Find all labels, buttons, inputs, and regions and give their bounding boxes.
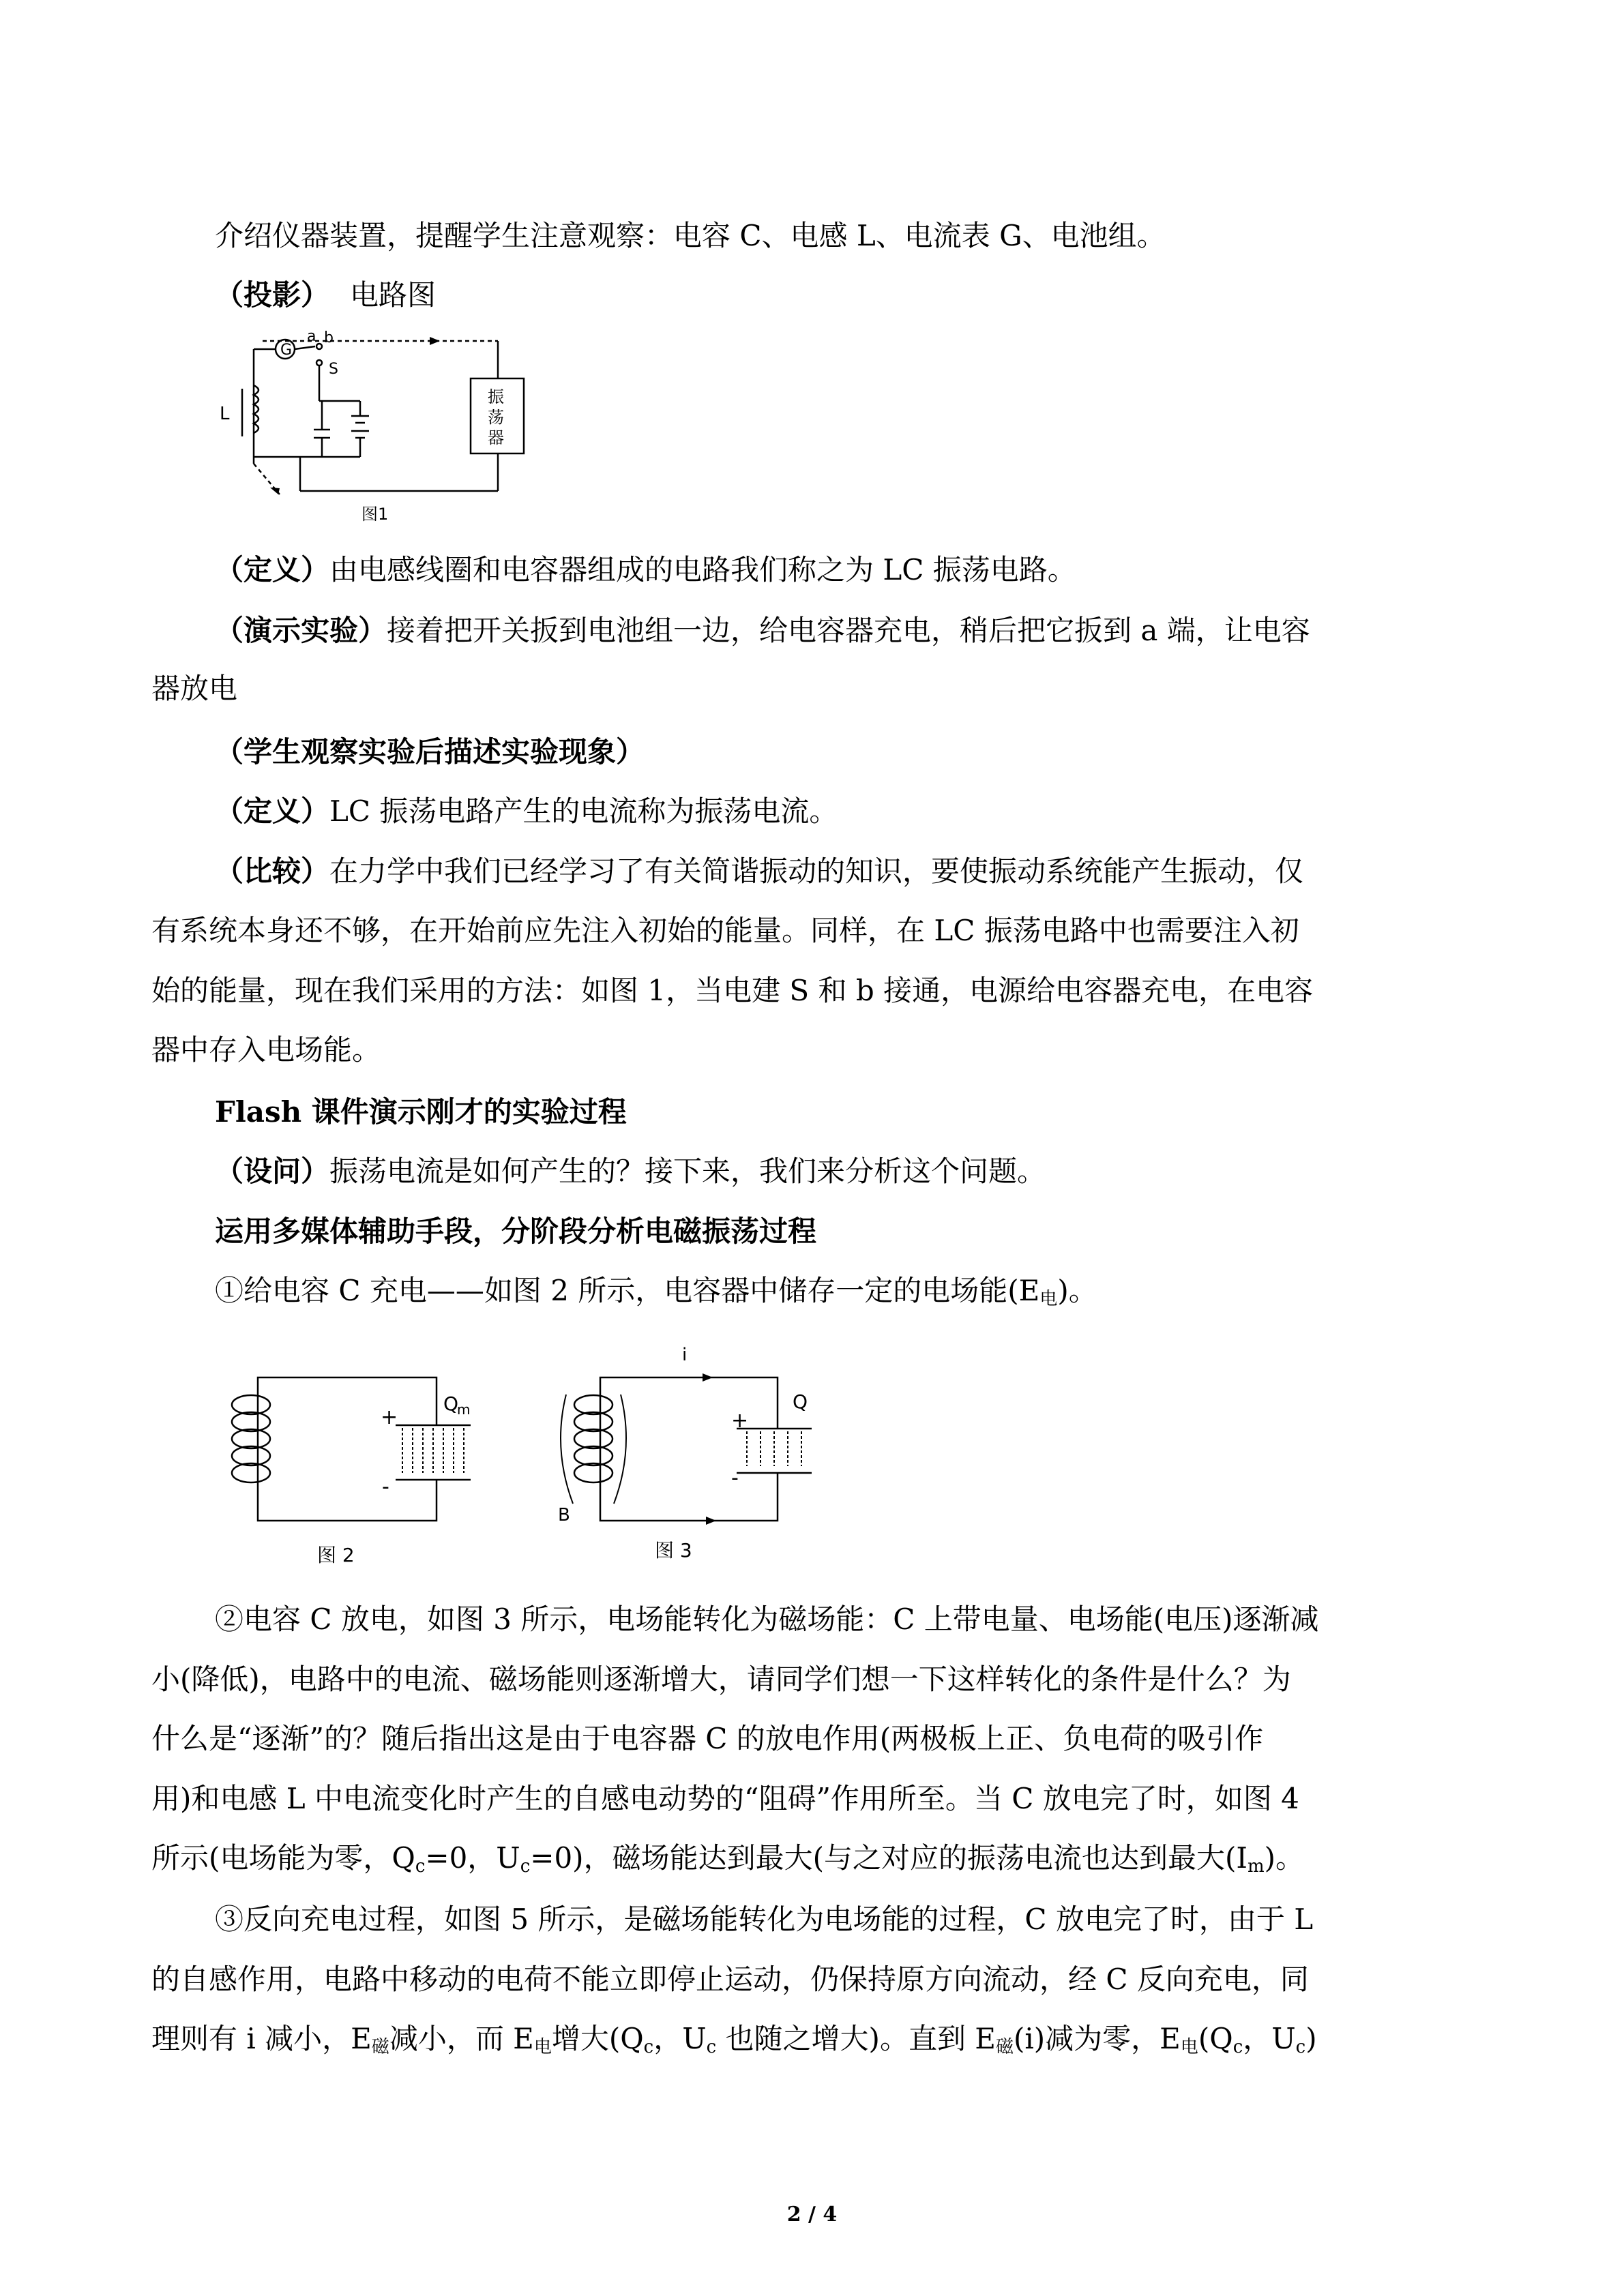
fig2-minus: -: [382, 1475, 389, 1499]
fig3-b: B: [558, 1505, 570, 1525]
para-compare-2: 有系统本身还不够，在开始前应先注入初始的能量。同样，在 LC 振荡电路中也需要注入初: [151, 914, 1299, 947]
para-step-2-line-2: 小(降低)，电路中的电流、磁场能则逐渐增大，请同学们想一下这样转化的条件是什么？为: [151, 1663, 1291, 1696]
figure-1-circuit: [205, 320, 559, 541]
fig3-i: i: [682, 1345, 688, 1365]
figure-2-circuit: [205, 1357, 505, 1585]
fig2-caption: 图 2: [317, 1544, 355, 1566]
para-step-2-line-3: 什么是“逐渐”的？随后指出这是由于电容器 C 的放电作用(两极板上正、负电荷的吸引作: [151, 1722, 1264, 1755]
para-step-1: ①给电容 C 充电——如图 2 所示，电容器中储存一定的电场能$(E_电)$。: [215, 1274, 1097, 1309]
para-step-2: ②电容 C 放电，如图 3 所示，电场能转化为磁场能：C 上带电量、电场能(电压)逐渐减: [215, 1602, 1319, 1636]
page-number: 2 / 4: [786, 2203, 838, 2226]
fig1-box-char-3: 器: [488, 428, 504, 447]
para-definition-1: （定义）由电感线圈和电容器组成的电路我们称之为 LC 振荡电路。: [215, 553, 1076, 586]
figure-3-circuit: [546, 1333, 832, 1581]
para-step-3-line-3: 理则有 i 减小，$E_磁$减小，而 $E_电$增大($Q_c$，$U_c$ 也随之增大)。直到 $E_磁(i)$减为零，$E_电(Q_c$，$U_c$): [151, 2022, 1317, 2057]
para-compare-4: 器中存入电场能。: [151, 1033, 381, 1067]
fig3-plus: +: [731, 1409, 749, 1433]
para-step-2-line-5: 所示(电场能为零，$Q_c=0$，$U_c=0$)，磁场能达到最大(与之对应的振荡电流也达到最大$(I_m)$。: [151, 1841, 1304, 1877]
fig1-s-label: S: [329, 361, 338, 378]
fig1-b-label: b: [324, 329, 334, 346]
fig2-q-sub: m: [457, 1401, 471, 1418]
para-projection: （投影） 电路图: [215, 278, 437, 312]
fig2-q: Q: [443, 1392, 459, 1415]
para-intro: 介绍仪器装置，提醒学生注意观察：电容 C、电感 L、电流表 G、电池组。: [215, 219, 1166, 252]
para-step-3: ③反向充电过程，如图 5 所示，是磁场能转化为电场能的过程，C 放电完了时，由于 L: [215, 1903, 1314, 1936]
para-compare-3: 始的能量，现在我们采用的方法：如图 1，当电建 S 和 b 接通，电源给电容器充电，在电容: [151, 974, 1314, 1007]
para-demo-cont: 器放电: [151, 672, 238, 705]
fig1-a-label: a: [307, 328, 316, 345]
fig1-caption: 图1: [361, 505, 389, 524]
fig3-caption: 图 3: [655, 1539, 692, 1562]
fig1-l-label: L: [220, 404, 230, 424]
fig1-box-char-1: 振: [488, 387, 504, 406]
para-definition-2: （定义）LC 振荡电路产生的电流称为振荡电流。: [215, 794, 838, 828]
fig1-g-label: G: [280, 342, 293, 359]
para-flash: Flash 课件演示刚才的实验过程: [215, 1095, 627, 1129]
fig3-minus: -: [731, 1466, 739, 1490]
para-observe: （学生观察实验后描述实验现象）: [215, 735, 645, 769]
para-demo: （演示实验）接着把开关扳到电池组一边，给电容器充电，稍后把它扳到 a 端，让电容: [215, 614, 1310, 647]
fig3-q: Q: [793, 1390, 808, 1413]
para-compare: （比较）在力学中我们已经学习了有关简谐振动的知识，要使振动系统能产生振动，仅: [215, 854, 1304, 888]
para-step-2-line-4: 用)和电感 L 中电流变化时产生的自感电动势的“阻碍”作用所至。当 C 放电完了时，如图 4: [151, 1782, 1299, 1815]
fig2-plus: +: [381, 1405, 398, 1429]
para-step-3-line-2: 的自感作用，电路中移动的电荷不能立即停止运动，仍保持原方向流动，经 C 反向充电，同: [151, 1963, 1309, 1996]
para-multimedia: 运用多媒体辅助手段，分阶段分析电磁振荡过程: [215, 1214, 817, 1248]
label-projection: （投影）: [215, 278, 330, 312]
para-question: （设问）振荡电流是如何产生的？接下来，我们来分析这个问题。: [215, 1154, 1046, 1188]
fig1-box-char-2: 荡: [488, 408, 504, 427]
